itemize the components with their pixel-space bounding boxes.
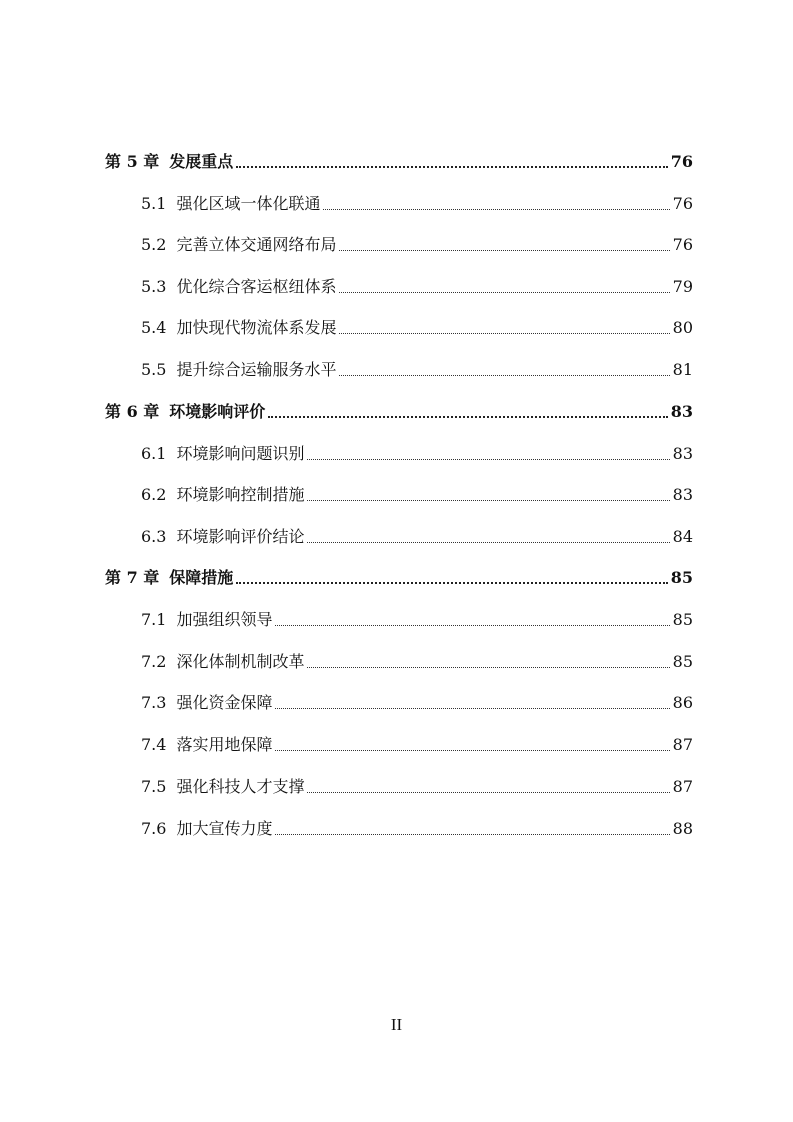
dot-leader [307,459,669,460]
dot-leader [307,792,669,793]
dot-leader [236,582,667,584]
toc-entry-page: 83 [670,402,693,421]
dot-leader [307,500,669,501]
toc-entry-number: 第 7 章 [105,568,160,587]
toc-entry-title: 提升综合运输服务水平 [176,360,337,379]
toc-entry-number: 7.5 [141,777,167,796]
toc-entry-section[interactable] [141,773,693,797]
toc-entry-section[interactable] [141,648,693,672]
toc-entry-title: 加强组织领导 [176,610,273,629]
dot-leader [236,166,667,168]
toc-entry-number: 7.3 [141,693,167,712]
toc-entry-page: 76 [672,194,693,213]
dot-leader [307,542,669,543]
toc-entry-title: 优化综合客运枢纽体系 [176,277,337,296]
dot-leader [339,375,669,376]
toc-entry-section[interactable] [141,314,693,338]
toc-entry-section[interactable] [141,689,693,713]
toc-entry-section[interactable] [141,815,693,839]
dot-leader [268,416,667,418]
toc-entry-number: 5.5 [141,360,167,379]
toc-entry-section[interactable] [141,481,693,505]
toc-entry-section[interactable] [141,273,693,297]
toc-entry-title: 落实用地保障 [176,735,273,754]
dot-leader [275,750,669,751]
dot-leader [339,292,669,293]
toc-entry-section[interactable] [141,440,693,464]
toc-entry-title: 环境影响控制措施 [176,485,305,504]
toc-entry-page: 85 [670,568,693,587]
toc-entry-number: 5.3 [141,277,167,296]
toc-entry-title: 深化体制机制改革 [176,652,305,671]
toc-entry-section[interactable] [141,731,693,755]
toc-entry-page: 76 [672,235,693,254]
toc-entry-chapter-5[interactable] [105,148,693,172]
dot-leader [323,209,669,210]
toc-entry-section[interactable] [141,356,693,380]
toc-entry-title: 强化区域一体化联通 [176,194,321,213]
toc-entry-page: 83 [672,444,693,463]
toc-entry-section[interactable] [141,523,693,547]
dot-leader [339,250,669,251]
toc-entry-section[interactable] [141,606,693,630]
toc-entry-number: 7.2 [141,652,167,671]
toc-entry-number: 6.1 [141,444,167,463]
toc-entry-number: 5.1 [141,194,167,213]
dot-leader [275,708,669,709]
toc-entry-number: 7.1 [141,610,167,629]
toc-entry-title: 完善立体交通网络布局 [176,235,337,254]
toc-entry-page: 88 [672,819,693,838]
toc-entry-page: 76 [670,152,693,171]
page-number: II [390,1015,403,1034]
toc-entry-page: 81 [672,360,693,379]
toc-entry-page: 79 [672,277,693,296]
toc-entry-number: 第 5 章 [105,152,160,171]
dot-leader [275,625,669,626]
toc-entry-page: 85 [672,610,693,629]
dot-leader [275,834,669,835]
toc-entry-page: 80 [672,318,693,337]
toc-entry-chapter-7[interactable] [105,564,693,588]
toc-entry-page: 87 [672,735,693,754]
toc-entry-number: 6.3 [141,527,167,546]
toc-entry-section[interactable] [141,231,693,255]
toc-entry-number: 5.4 [141,318,167,337]
toc-entry-title: 加快现代物流体系发展 [176,318,337,337]
toc-entry-title: 保障措施 [169,568,234,587]
toc-entry-number: 7.6 [141,819,167,838]
toc-entry-number: 6.2 [141,485,167,504]
toc-entry-page: 85 [672,652,693,671]
toc-entry-title: 加大宣传力度 [176,819,273,838]
toc-entry-title: 环境影响评价 [169,402,266,421]
toc-entry-title: 强化科技人才支撑 [176,777,305,796]
toc-entry-page: 87 [672,777,693,796]
toc-entry-number: 7.4 [141,735,167,754]
toc-entry-section[interactable] [141,190,693,214]
toc-entry-chapter-6[interactable] [105,398,693,422]
toc-entry-page: 86 [672,693,693,712]
toc-entry-title: 环境影响问题识别 [176,444,305,463]
toc-entry-page: 83 [672,485,693,504]
toc-entry-title: 发展重点 [169,152,234,171]
toc-entry-number: 5.2 [141,235,167,254]
toc-entry-title: 强化资金保障 [176,693,273,712]
toc-entry-number: 第 6 章 [105,402,160,421]
dot-leader [339,333,669,334]
toc-entry-page: 84 [672,527,693,546]
toc-entry-title: 环境影响评价结论 [176,527,305,546]
dot-leader [307,667,669,668]
